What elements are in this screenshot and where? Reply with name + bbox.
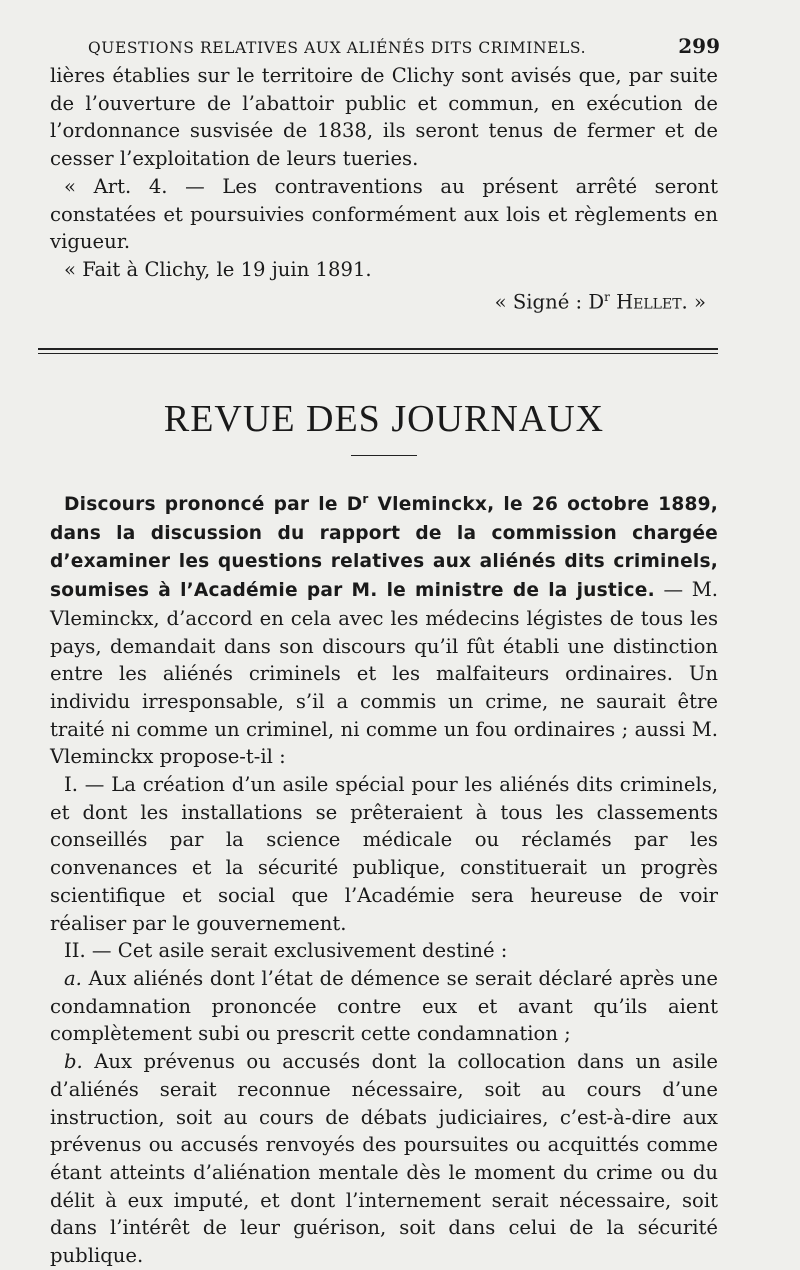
- lead-part-2: Vleminckx, le 26 octobre 1889, dans la discussion du rapport de la commission chargée d’examiner les questions relatives aux aliénés dits criminels, soumises à l’Académie par M. le ministre de la justice.: [50, 494, 718, 602]
- article-intro: — M. Vleminckx, d’accord en cela avec les médecins légistes de tous les pays, demandait dans son discours qu’il fût établi une distinction entre les aliénés criminels et les malfaiteurs ordinaires. Un individu irresponsable, s’il a commis un crime, ne saurait être traité ni comme un criminel, ni comme un fou ordinaires ; aussi M. Vleminckx propose-t-il :: [50, 578, 719, 769]
- signature-name: Hellet: [616, 290, 682, 314]
- article-lead-heading: [50, 491, 718, 602]
- paragraph-dateline: « Fait à Clichy, le 19 juin 1891.: [64, 257, 372, 281]
- article-lead-paragraph: [50, 486, 718, 771]
- paragraph-article-4: « Art. 4. — Les contraventions au présent arrêté seront constatées et poursuivies conformément aux lois et règlements en vigueur.: [50, 174, 718, 254]
- signature-prefix: « Signé : D: [494, 290, 605, 314]
- article-point-2: II. — Cet asile serait exclusivement destiné :: [64, 939, 508, 963]
- signature-suffix: . »: [681, 290, 706, 314]
- short-rule-divider: [351, 455, 417, 456]
- item-b-text: Aux prévenus ou accusés dont la collocation dans un asile d’aliénés serait reconnue nécessaire, soit au cours d’une instruction, soit au cours de débats judiciaires, c’est-à-dire aux prévenus ou accusés renvoyés des poursuites ou acquittés comme étant atteints d’aliénation mentale dès le moment du crime ou du délit à eux imputé, et dont l’internement serait nécessaire, soit dans l’intérêt de leur guérison, soit dans celui de la sécurité publique.: [50, 1050, 718, 1268]
- signature-superscript: r: [604, 289, 610, 304]
- article-item-a: [50, 965, 718, 1048]
- lead-superscript: r: [362, 491, 369, 506]
- double-rule-divider: [38, 348, 718, 354]
- page-number: 299: [678, 34, 720, 58]
- item-a-text: Aux aliénés dont l’état de démence se serait déclaré après une condamnation prononcée contre eux et avant qu’ils aient complètement subi ou prescrit cette condamnation ;: [50, 967, 718, 1046]
- item-b-letter: b.: [64, 1050, 83, 1074]
- paragraph-continuation: lières établies sur le territoire de Clichy sont avisés que, par suite de l’ouverture de l’abattoir public et commun, en exécution de l’ordonnance susvisée de 1838, ils seront tenus de fermer et de cesser l’exploitation de leurs tueries.: [50, 64, 718, 171]
- running-header: [88, 34, 720, 62]
- section-title: REVUE DES JOURNAUX: [163, 397, 605, 440]
- top-text-block: [50, 62, 718, 316]
- article-item-b: [50, 1048, 718, 1270]
- article-point-1: I. — La création d’un asile spécial pour les aliénés dits criminels, et dont les installations se prêteraient à tous les classements conseillés par la science médicale ou réclamés par les convenances et la sécurité publique, constituerait un progrès scientifique et social que l’Académie sera heureuse de voir réaliser par le gouvernement.: [50, 773, 718, 935]
- lead-part-1: Discours prononcé par le D: [64, 494, 363, 516]
- signature-line: [50, 284, 718, 316]
- running-title: QUESTIONS RELATIVES AUX ALIÉNÉS DITS CRIMINELS.: [88, 39, 587, 57]
- item-a-letter: a.: [64, 967, 82, 990]
- article-block: [50, 486, 718, 1270]
